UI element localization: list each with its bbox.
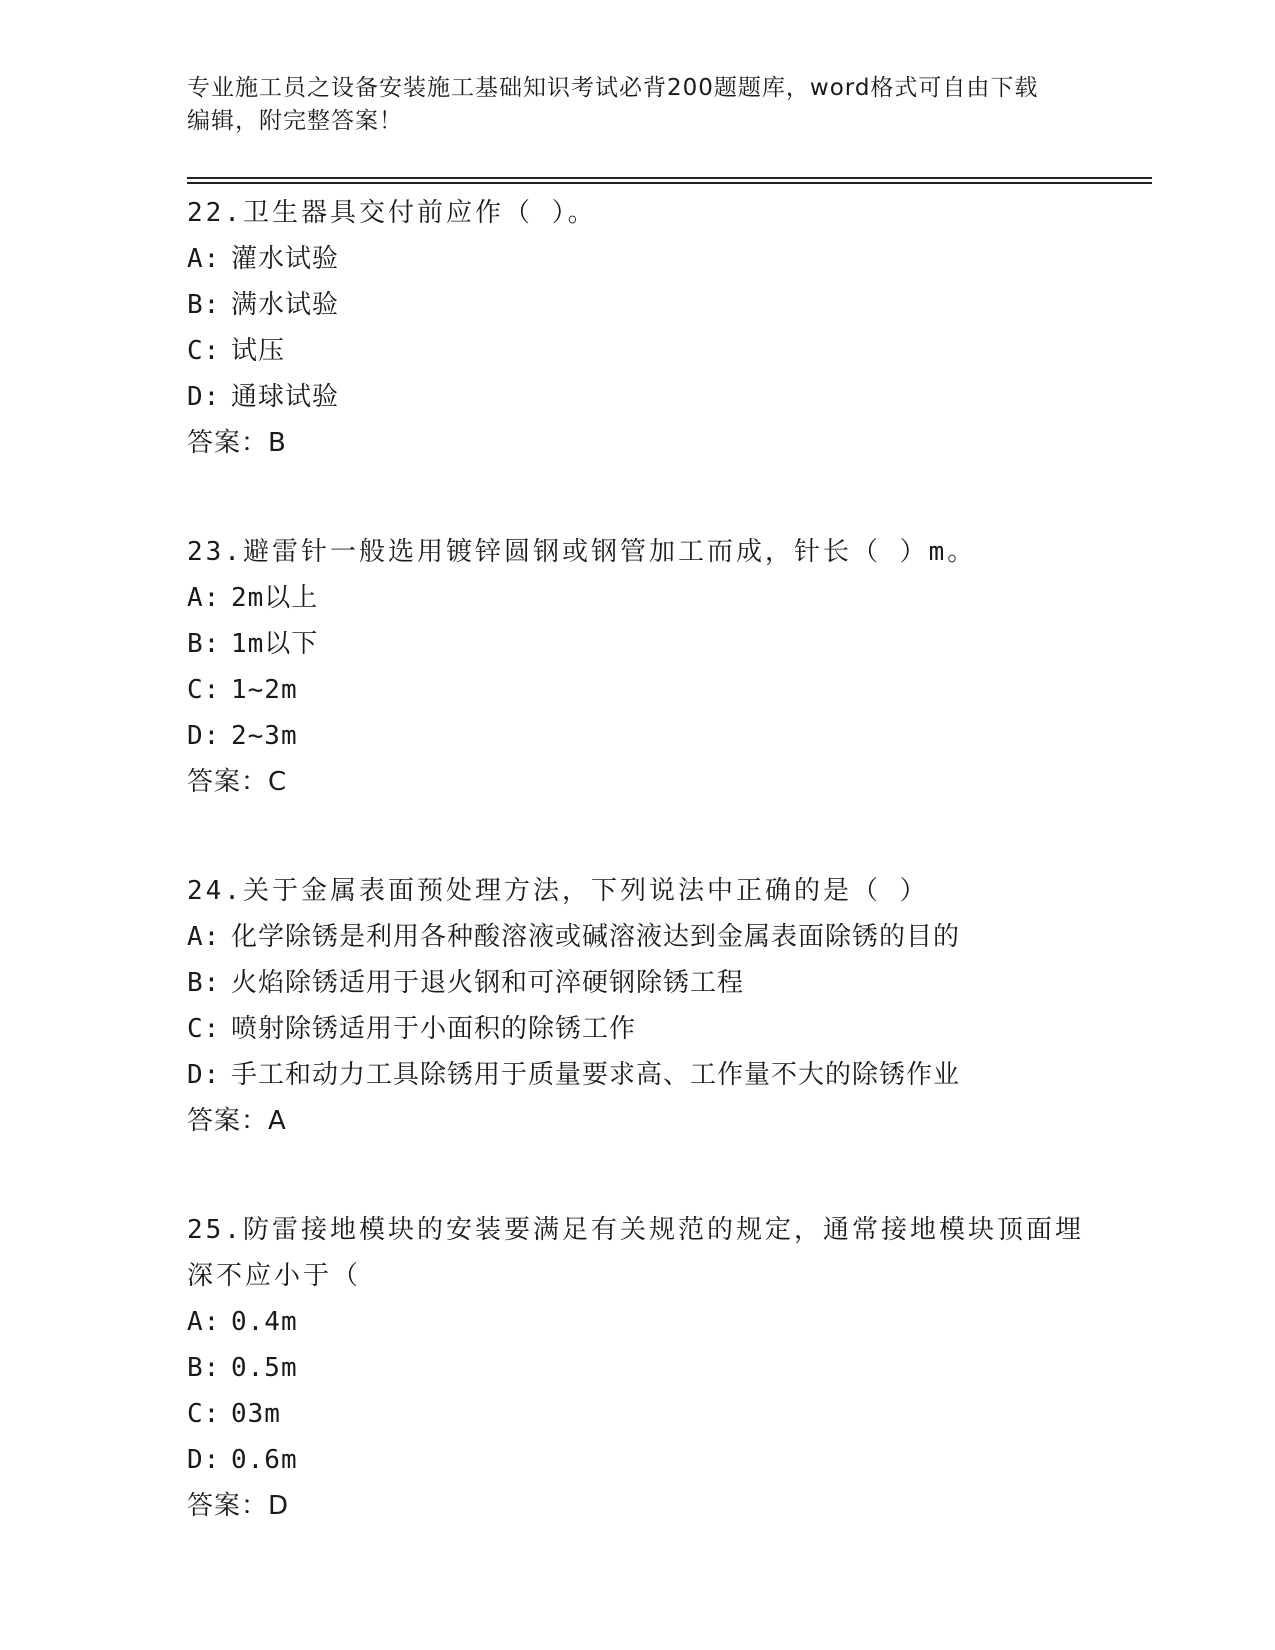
option-a [187, 236, 1117, 282]
option-d [187, 1437, 1117, 1483]
option-c [187, 328, 1117, 374]
question-text: 24.关于金属表面预处理方法，下列说法中正确的是（ ） [187, 876, 929, 906]
question-22 [187, 190, 1117, 466]
option-text: 0.4m [231, 1307, 298, 1337]
question-text: 22.卫生器具交付前应作（ ）。 [187, 198, 597, 228]
option-c [187, 1391, 1117, 1437]
option-a [187, 914, 1117, 960]
document-header [187, 72, 1087, 138]
option-d [187, 374, 1117, 420]
option-a [187, 1299, 1117, 1345]
option-label: D: [187, 382, 221, 412]
question-24 [187, 868, 1117, 1144]
question-text: 23.避雷针一般选用镀锌圆钢或钢管加工而成，针长（ ）m。 [187, 537, 977, 567]
option-text: 喷射除锈适用于小面积的除锈工作 [231, 1014, 637, 1044]
option-text: 手工和动力工具除锈用于质量要求高、工作量不大的除锈作业 [231, 1060, 961, 1090]
option-label: B: [187, 1353, 221, 1383]
option-b [187, 621, 1117, 667]
option-text: 试压 [231, 336, 286, 366]
question-gap [187, 1144, 1117, 1207]
option-label: C: [187, 675, 221, 705]
question-text-continued: 深不应小于（ [187, 1261, 362, 1291]
option-label: A: [187, 1307, 221, 1337]
option-text: 0.5m [231, 1353, 298, 1383]
option-label: C: [187, 336, 221, 366]
option-label: A: [187, 244, 221, 274]
option-label: B: [187, 968, 221, 998]
option-label: C: [187, 1399, 221, 1429]
header-line-1: 专业施工员之设备安装施工基础知识考试必背200题题库，word格式可自由下载 [187, 75, 1039, 101]
option-label: D: [187, 1060, 221, 1090]
answer-line: 答案：C [187, 767, 288, 797]
question-23 [187, 529, 1117, 805]
option-text: 满水试验 [231, 290, 340, 320]
question-text: 25.防雷接地模块的安装要满足有关规范的规定，通常接地模块顶面埋 [187, 1215, 1084, 1245]
option-c [187, 1006, 1117, 1052]
option-b [187, 960, 1117, 1006]
option-text: 化学除锈是利用各种酸溶液或碱溶液达到金属表面除锈的目的 [231, 922, 961, 952]
option-text: 灌水试验 [231, 244, 340, 274]
question-gap [187, 805, 1117, 868]
option-label: D: [187, 721, 221, 751]
option-label: D: [187, 1445, 221, 1475]
answer-line: 答案：D [187, 1491, 290, 1521]
option-c [187, 667, 1117, 713]
option-label: B: [187, 290, 221, 320]
option-d [187, 713, 1117, 759]
option-text: 2~3m [231, 721, 298, 751]
option-text: 1m以下 [231, 629, 319, 659]
option-a [187, 575, 1117, 621]
option-text: 03m [231, 1399, 281, 1429]
question-gap [187, 466, 1117, 529]
option-d [187, 1052, 1117, 1098]
answer-line: 答案：A [187, 1106, 287, 1136]
option-text: 0.6m [231, 1445, 298, 1475]
option-label: C: [187, 1014, 221, 1044]
option-label: B: [187, 629, 221, 659]
option-text: 通球试验 [231, 382, 340, 412]
header-line-2: 编辑，附完整答案！ [187, 108, 403, 134]
header-rule-top [187, 177, 1152, 179]
option-text: 1~2m [231, 675, 298, 705]
question-list [187, 190, 1117, 1529]
option-b [187, 282, 1117, 328]
question-25 [187, 1207, 1117, 1529]
option-text: 火焰除锈适用于退火钢和可淬硬钢除锈工程 [231, 968, 745, 998]
option-label: A: [187, 583, 221, 613]
answer-line: 答案：B [187, 428, 287, 458]
option-text: 2m以上 [231, 583, 319, 613]
option-b [187, 1345, 1117, 1391]
option-label: A: [187, 922, 221, 952]
header-rule-bottom [187, 182, 1152, 184]
